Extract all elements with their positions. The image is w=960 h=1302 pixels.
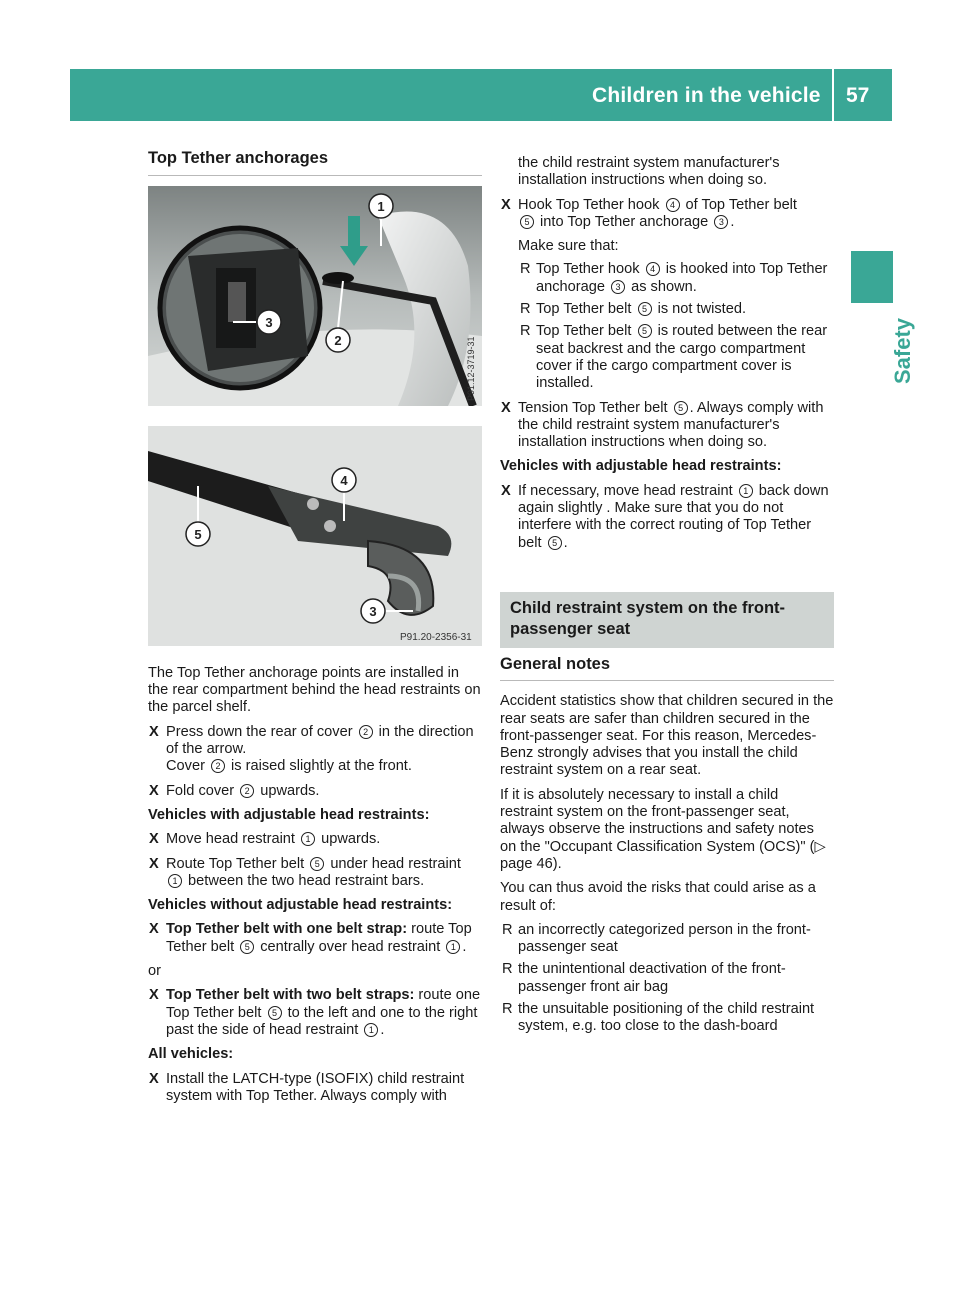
step-marker: X [501, 196, 511, 213]
check-item: R Top Tether hook 4 is hooked into Top Tether anchorage 3 as shown. [520, 261, 828, 295]
anchorage-illustration [148, 186, 482, 406]
callout-number: 5 [638, 324, 652, 338]
paragraph: If it is absolutely necessary to install a child restraint system on the front-passenger seat, always observe the instructions and safety notes on the "Occupant Classification System (OCS)" (▷ page 46). [500, 786, 826, 872]
callout-number: 1 [739, 484, 753, 498]
step-marker: X [149, 921, 159, 938]
callout-number: 3 [611, 280, 625, 294]
check-item: R Top Tether belt 5 is routed between the rear seat backrest and the cargo compartment cover if the cargo compartment cover is installed. [520, 323, 828, 392]
left-column [148, 150, 482, 1112]
section-tab-label: Safety [890, 317, 915, 384]
step-marker: X [149, 855, 159, 872]
section-title: Child restraint system on the front-passenger seat [510, 598, 786, 638]
callout-number: 5 [240, 940, 254, 954]
subheading-adjustable: Vehicles with adjustable head restraints: [500, 458, 782, 475]
callout-number: 4 [666, 198, 680, 212]
bullet-marker: R [502, 961, 513, 978]
instruction-step: X If necessary, move head restraint 1 back down again slightly . Make sure that you do not interfere with the correct routing of Top Tether belt 5 . [501, 482, 829, 551]
bullet-marker: R [502, 1000, 513, 1017]
callout-number: 5 [268, 1006, 282, 1020]
continued-text: the child restraint system manufacturer's installation instructions when doing so. [518, 155, 780, 189]
instruction-step: X Top Tether belt with two belt straps: route one Top Tether belt 5 to the left and one to the right past the side of head restraint 1 . [149, 987, 481, 1038]
risk-item: R an incorrectly categorized person in the front-passenger seat [502, 921, 811, 956]
instruction-step: X Route Top Tether belt 5 under head restraint 1 between the two head restraint bars. [149, 855, 461, 889]
callout-number: 4 [646, 262, 660, 276]
section-tab [851, 251, 893, 303]
instruction-step: X Install the LATCH-type (ISOFIX) child restraint system with Top Tether. Always comply with [149, 1070, 465, 1104]
svg-text:5: 5 [194, 526, 202, 542]
callout-number: 2 [359, 725, 373, 739]
callout-number: 1 [446, 940, 460, 954]
subheading-adjustable: Vehicles with adjustable head restraints: [148, 806, 430, 823]
or-text: or [148, 963, 161, 980]
step-marker: X [149, 831, 159, 848]
intro-paragraph: The Top Tether anchorage points are installed in the rear compartment behind the head restraints on the parcel shelf. [148, 664, 481, 716]
figure-tether-hook [148, 426, 482, 651]
instruction-step: X Press down the rear of cover 2 in the direction of the arrow. Cover 2 is raised slightly at the front. [149, 723, 474, 775]
callout-number: 1 [301, 832, 315, 846]
subheading-all-vehicles: All vehicles: [148, 1046, 234, 1063]
callout-number: 5 [520, 215, 534, 229]
instruction-step: X Hook Top Tether hook 4 of Top Tether belt 5 into Top Tether anchorage 3 . [501, 196, 797, 230]
bullet-marker: R [520, 261, 531, 278]
callout-number: 1 [168, 874, 182, 888]
check-item: R Top Tether belt 5 is not twisted. [520, 301, 746, 318]
chapter-title: Children in the vehicle [592, 84, 821, 107]
paragraph: Accident statistics show that children secured in the rear seats are safer than children secured in the front-passenger seat. For this reason, Mercedes-Benz strongly advises that you install the child restraint system on a rear seat. [500, 693, 834, 779]
instruction-step: X Tension Top Tether belt 5 . Always comply with the child restraint system manufacturer's installation instructions when doing so. [501, 399, 824, 451]
step-marker: X [149, 723, 159, 740]
callout-number: 3 [714, 215, 728, 229]
risk-item: R the unsuitable positioning of the child restraint system, e.g. too close to the dash-board [502, 1000, 815, 1035]
svg-text:P91.20-2356-31: P91.20-2356-31 [400, 631, 472, 643]
callout-number: 1 [364, 1023, 378, 1037]
instruction-step: X Move head restraint 1 upwards. [149, 831, 381, 848]
callout-number: 2 [211, 759, 225, 773]
section-heading: Top Tether anchorages [148, 150, 482, 176]
step-marker: X [149, 987, 159, 1004]
header-separator [832, 69, 834, 121]
risk-item: R the unintentional deactivation of the front-passenger front air bag [502, 961, 786, 995]
step-marker: X [501, 399, 511, 416]
svg-text:2: 2 [334, 333, 342, 349]
subsection-heading: General notes [500, 656, 834, 681]
subheading-not-adjustable: Vehicles without adjustable head restraints: [148, 897, 453, 914]
callout-number: 2 [240, 784, 254, 798]
svg-text:4: 4 [340, 472, 348, 488]
svg-text:P91.12-3719-31: P91.12-3719-31 [466, 336, 476, 402]
step-marker: X [149, 1070, 159, 1087]
callout-number: 5 [638, 302, 652, 316]
paragraph: You can thus avoid the risks that could arise as a result of: [500, 880, 816, 914]
svg-text:3: 3 [265, 315, 273, 331]
step-marker: X [149, 782, 159, 799]
callout-number: 5 [310, 857, 324, 871]
callout-number: 5 [548, 536, 562, 550]
make-sure-text: Make sure that: [518, 238, 619, 255]
callout-number: 5 [674, 401, 688, 415]
step-marker: X [501, 482, 511, 499]
bullet-marker: R [520, 323, 531, 340]
tether-hook-illustration [148, 426, 482, 646]
page-reference-icon: ▷ [814, 838, 826, 855]
bullet-marker: R [520, 301, 531, 318]
bullet-marker: R [502, 921, 513, 938]
instruction-step: X Fold cover 2 upwards. [149, 782, 320, 799]
right-column [500, 155, 834, 1041]
instruction-step: X Top Tether belt with one belt strap: route Top Tether belt 5 centrally over head restraint 1 . [149, 921, 472, 955]
section-title-box [500, 592, 834, 648]
svg-text:3: 3 [369, 603, 377, 619]
svg-text:1: 1 [377, 199, 385, 215]
page-number: 57 [846, 84, 870, 107]
figure-anchorage-cover [148, 186, 482, 411]
